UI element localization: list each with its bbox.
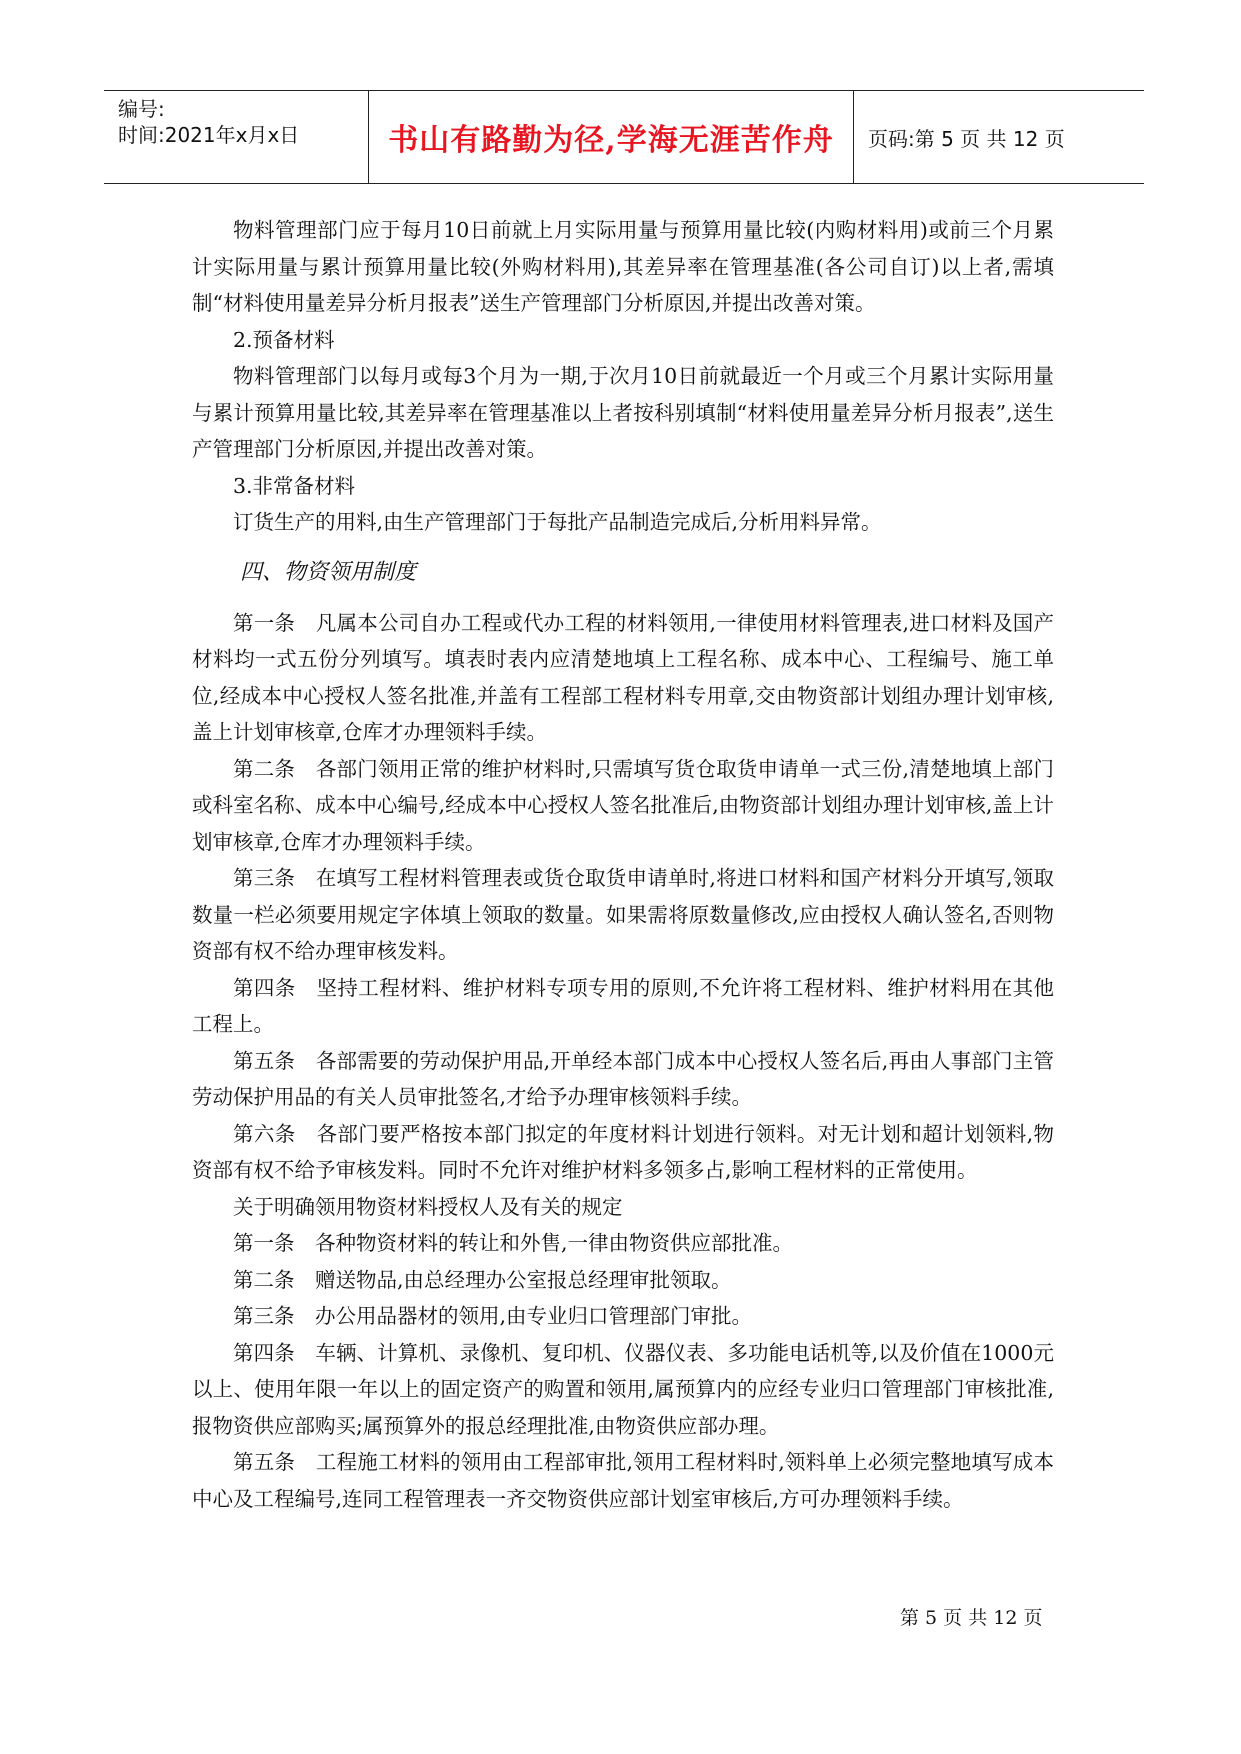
header-info-cell [104, 91, 368, 183]
section-title: 四、物资领用制度 [240, 559, 417, 585]
paragraph: 订货生产的用料,由生产管理部门于每批产品制造完成后,分析用料异常。 [233, 510, 882, 534]
article-paragraph: 第二条 赠送物品,由总经理办公室报总经理审批领取。 [233, 1267, 732, 1292]
header-motto-cell [368, 91, 854, 183]
article-paragraph: 第四条 坚持工程材料、维护材料专项专用的原则,不允许将工程材料、维护材料用在其他工程上。 [192, 975, 1054, 1036]
subheading-prepared-materials: 2.预备材料 [233, 327, 335, 352]
article-paragraph: 第三条 办公用品器材的领用,由专业归口管理部门审批。 [233, 1304, 753, 1328]
article-paragraph: 第一条 凡属本公司自办工程或代办工程的材料领用,一律使用材料管理表,进口材料及国产材料均一式五份分列填写。填表时表内应清楚地填上工程名称、成本中心、工程编号、施工单位,经成本中心授权人签名批准,并盖有工程部工程材料专用章,交由物资部计划组办理计划审核,盖上计划审核章,仓库才办理领料手续。 [192, 610, 1054, 744]
article-paragraph: 第六条 各部门要严格按本部门拟定的年度材料计划进行领料。对无计划和超计划领料,物资部有权不给予审核发料。同时不允许对维护材料多领多占,影响工程材料的正常使用。 [192, 1121, 1054, 1182]
header-page-code: 页码:第 5 页 共 12 页 [868, 126, 1065, 151]
article-paragraph: 第二条 各部门领用正常的维护材料时,只需填写货仓取货申请单一式三份,清楚地填上部门或科室名称、成本中心编号,经成本中心授权人签名批准后,由物资部计划组办理计划审核,盖上计划审核章,仓库才办理领料手续。 [192, 756, 1054, 854]
document-body [192, 212, 1054, 1517]
header-motto: 书山有路勤为径,学海无涯苦作舟 [388, 123, 834, 158]
page-header [104, 90, 1144, 184]
header-page-cell [854, 91, 1144, 183]
article-paragraph: 第四条 车辆、计算机、录像机、复印机、仪器仪表、多功能电话机等,以及价值在1000元以上、使用年限一年以上的固定资产的购置和领用,属预算内的应经专业归口管理部门审核批准,报物资供应部购买;属预算外的报总经理批准,由物资供应部办理。 [192, 1340, 1054, 1438]
article-paragraph: 第三条 在填写工程材料管理表或货仓取货申请单时,将进口材料和国产材料分开填写,领取数量一栏必须要用规定字体填上领取的数量。如果需将原数量修改,应由授权人确认签名,否则物资部有权不给办理审核发料。 [192, 866, 1054, 963]
article-paragraph: 第五条 各部需要的劳动保护用品,开单经本部门成本中心授权人签名后,再由人事部门主管劳动保护用品的有关人员审批签名,才给予办理审核领料手续。 [192, 1048, 1054, 1109]
paragraph: 物料管理部门应于每月10日前就上月实际用量与预算用量比较(内购材料用)或前三个月累计实际用量与累计预算用量比较(外购材料用),其差异率在管理基准(各公司自订)以上者,需填制“材料使用量差异分析月报表”送生产管理部门分析原因,并提出改善对策。 [192, 218, 1054, 315]
paragraph: 物料管理部门以每月或每3个月为一期,于次月10日前就最近一个月或三个月累计实际用量与累计预算用量比较,其差异率在管理基准以上者按科别填制“材料使用量差异分析月报表”,送生产管理部门分析原因,并提出改善对策。 [192, 364, 1054, 461]
document-time-label: 时间:2021年x月x日 [118, 123, 300, 147]
subheading-non-stock-materials: 3.非常备材料 [233, 473, 356, 498]
document-number-label: 编号: [118, 97, 165, 121]
rules-heading: 关于明确领用物资材料授权人及有关的规定 [233, 1194, 623, 1219]
article-paragraph: 第一条 各种物资材料的转让和外售,一律由物资供应部批准。 [233, 1231, 794, 1255]
page-footer: 第 5 页 共 12 页 [900, 1607, 1043, 1629]
article-paragraph: 第五条 工程施工材料的领用由工程部审批,领用工程材料时,领料单上必须完整地填写成本中心及工程编号,连同工程管理表一齐交物资供应部计划室审核后,方可办理领料手续。 [192, 1450, 1054, 1511]
